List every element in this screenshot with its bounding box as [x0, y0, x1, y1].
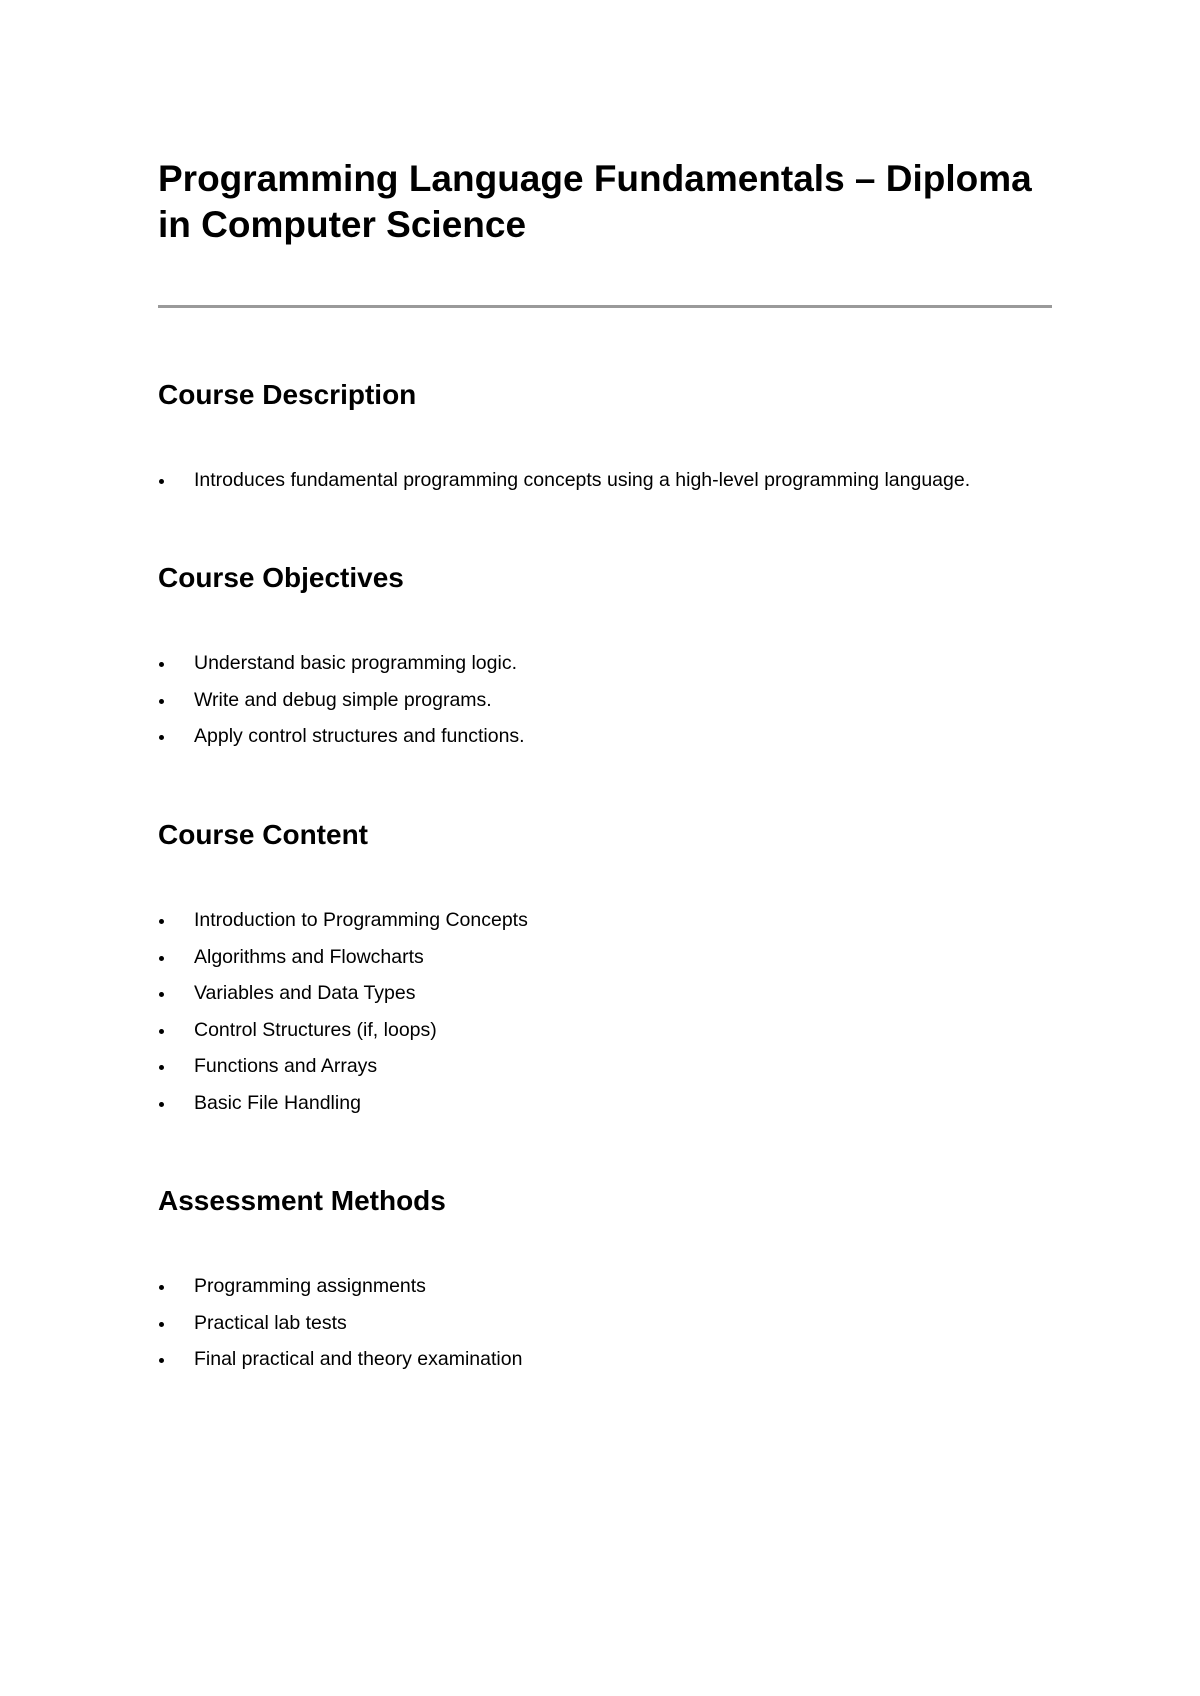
bullet-icon — [159, 662, 164, 667]
bullet-icon — [159, 1102, 164, 1107]
bullet-icon — [159, 1029, 164, 1034]
list-item — [158, 718, 1052, 755]
list-item-text: Write and debug simple programs. — [194, 688, 492, 711]
assessment-methods-list — [158, 1268, 1052, 1378]
list-item-text: Introduces fundamental programming concepts using a high-level programming language. — [194, 469, 971, 491]
list-item — [158, 1305, 1052, 1342]
list-item — [158, 1341, 1052, 1378]
bullet-icon — [159, 735, 164, 740]
list-item — [158, 1268, 1052, 1305]
list-item-text: Practical lab tests — [194, 1311, 347, 1334]
course-content-list — [158, 902, 1052, 1121]
list-item — [158, 1012, 1052, 1049]
list-item-text: Apply control structures and functions. — [194, 725, 525, 747]
list-item — [158, 1048, 1052, 1085]
list-item — [158, 902, 1052, 939]
bullet-icon — [159, 992, 164, 997]
bullet-icon — [159, 1322, 164, 1327]
bullet-icon — [159, 1065, 164, 1070]
list-item-text: Control Structures (if, loops) — [194, 1018, 437, 1041]
list-item-text: Basic File Handling — [194, 1091, 361, 1114]
course-description-list — [158, 462, 1052, 499]
list-item-text: Variables and Data Types — [194, 982, 416, 1004]
list-item — [158, 939, 1052, 976]
bullet-icon — [159, 1358, 164, 1363]
list-item — [158, 1085, 1052, 1122]
list-item-text: Introduction to Programming Concepts — [194, 909, 528, 931]
list-item-text: Functions and Arrays — [194, 1055, 378, 1077]
bullet-icon — [159, 479, 164, 484]
list-item-text: Understand basic programming logic. — [194, 652, 517, 674]
document-title: Programming Language Fundamentals – Diploma in Computer Science — [158, 158, 1032, 245]
list-item — [158, 645, 1052, 682]
bullet-icon — [159, 919, 164, 924]
bullet-icon — [159, 699, 164, 704]
section-heading-course-objectives: Course Objectives — [158, 562, 404, 593]
section-heading-assessment-methods: Assessment Methods — [158, 1185, 446, 1216]
list-item — [158, 682, 1052, 719]
title-divider — [158, 305, 1052, 308]
list-item — [158, 462, 1052, 499]
list-item-text: Algorithms and Flowcharts — [194, 945, 424, 968]
list-item-text: Final practical and theory examination — [194, 1348, 523, 1370]
course-objectives-list — [158, 645, 1052, 755]
bullet-icon — [159, 1285, 164, 1290]
section-heading-course-content: Course Content — [158, 819, 368, 850]
list-item-text: Programming assignments — [194, 1275, 426, 1297]
list-item — [158, 975, 1052, 1012]
bullet-icon — [159, 956, 164, 961]
section-heading-course-description: Course Description — [158, 379, 417, 410]
